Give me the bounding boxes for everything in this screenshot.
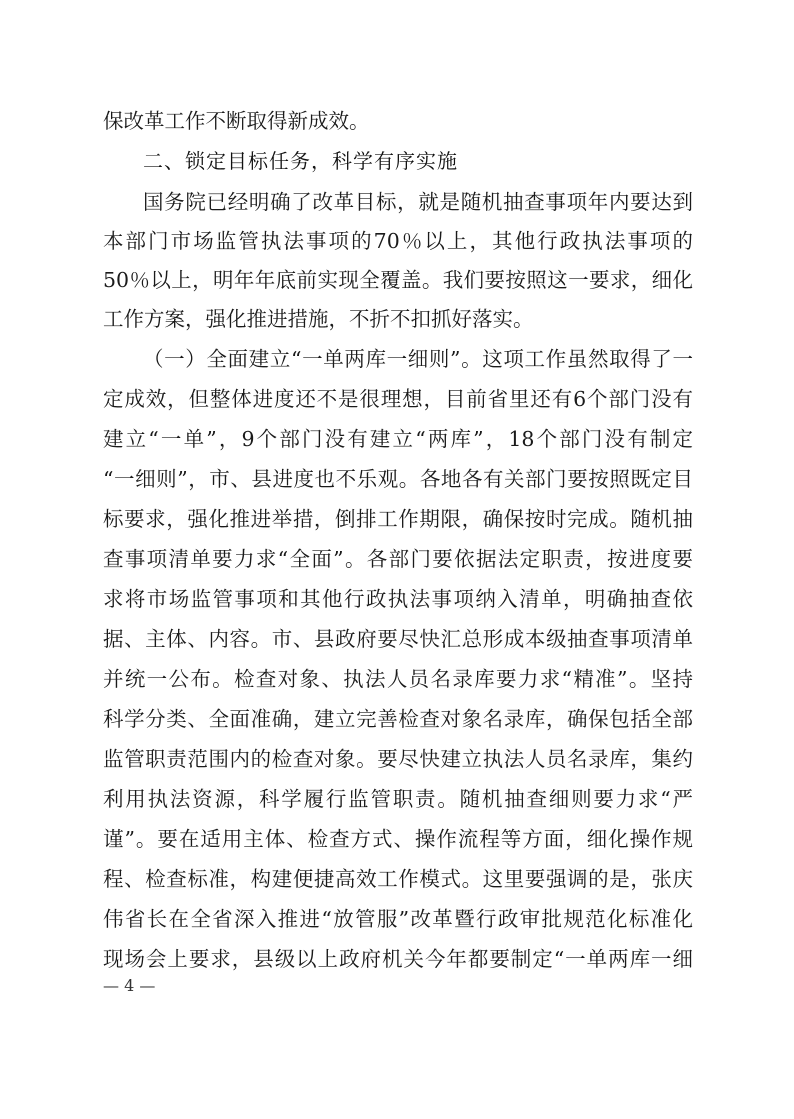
text-line: 谨”。要在适用主体、检查方式、操作流程等方面，细化操作规 xyxy=(103,827,693,851)
text-line: 现场会上要求，县级以上政府机关今年都要制定“一单两库一细 xyxy=(103,947,693,971)
page-number: — 4 — xyxy=(103,976,156,995)
text-line: “一细则”，市、县进度也不乐观。各地各有关部门要按照既定目 xyxy=(103,467,693,491)
text-line: 监管职责范围内的检查对象。要尽快建立执法人员名录库，集约 xyxy=(103,747,693,771)
text-line: 标要求，强化推进举措，倒排工作期限，确保按时完成。随机抽 xyxy=(103,507,693,531)
text-line: 50％以上，明年年底前实现全覆盖。我们要按照这一要求，细化 xyxy=(103,268,693,292)
text-line: 据、主体、内容。市、县政府要尽快汇总形成本级抽查事项清单 xyxy=(103,627,693,651)
text-line: 利用执法资源，科学履行监管职责。随机抽查细则要力求“严 xyxy=(103,787,693,811)
text-line: 国务院已经明确了改革目标，就是随机抽查事项年内要达到 xyxy=(143,190,693,214)
text-line: 科学分类、全面准确，建立完善检查对象名录库，确保包括全部 xyxy=(103,707,693,731)
text-line: 工作方案，强化推进措施，不折不扣抓好落实。 xyxy=(103,307,534,331)
text-line: 求将市场监管事项和其他行政执法事项纳入清单，明确抽查依 xyxy=(103,587,693,611)
text-line: 伟省长在全省深入推进“放管服”改革暨行政审批规范化标准化 xyxy=(103,907,693,931)
text-line: 程、检查标准，构建便捷高效工作模式。这里要强调的是，张庆 xyxy=(103,867,693,891)
text-line: 查事项清单要力求“全面”。各部门要依据法定职责，按进度要 xyxy=(103,547,693,571)
text-line: 并统一公布。检查对象、执法人员名录库要力求“精准”。坚持 xyxy=(103,667,693,691)
text-line: 建立“一单”，9个部门没有建立“两库”，18个部门没有制定 xyxy=(103,427,693,451)
text-line: 本部门市场监管执法事项的70％以上，其他行政执法事项的 xyxy=(103,229,693,253)
text-line: 保改革工作不断取得新成效。 xyxy=(103,109,370,133)
section-heading: 二、锁定目标任务，科学有序实施 xyxy=(143,149,458,173)
text-line: （一）全面建立“一单两库一细则”。这项工作虽然取得了一 xyxy=(143,347,693,371)
text-line: 定成效，但整体进度还不是很理想，目前省里还有6个部门没有 xyxy=(103,387,693,411)
